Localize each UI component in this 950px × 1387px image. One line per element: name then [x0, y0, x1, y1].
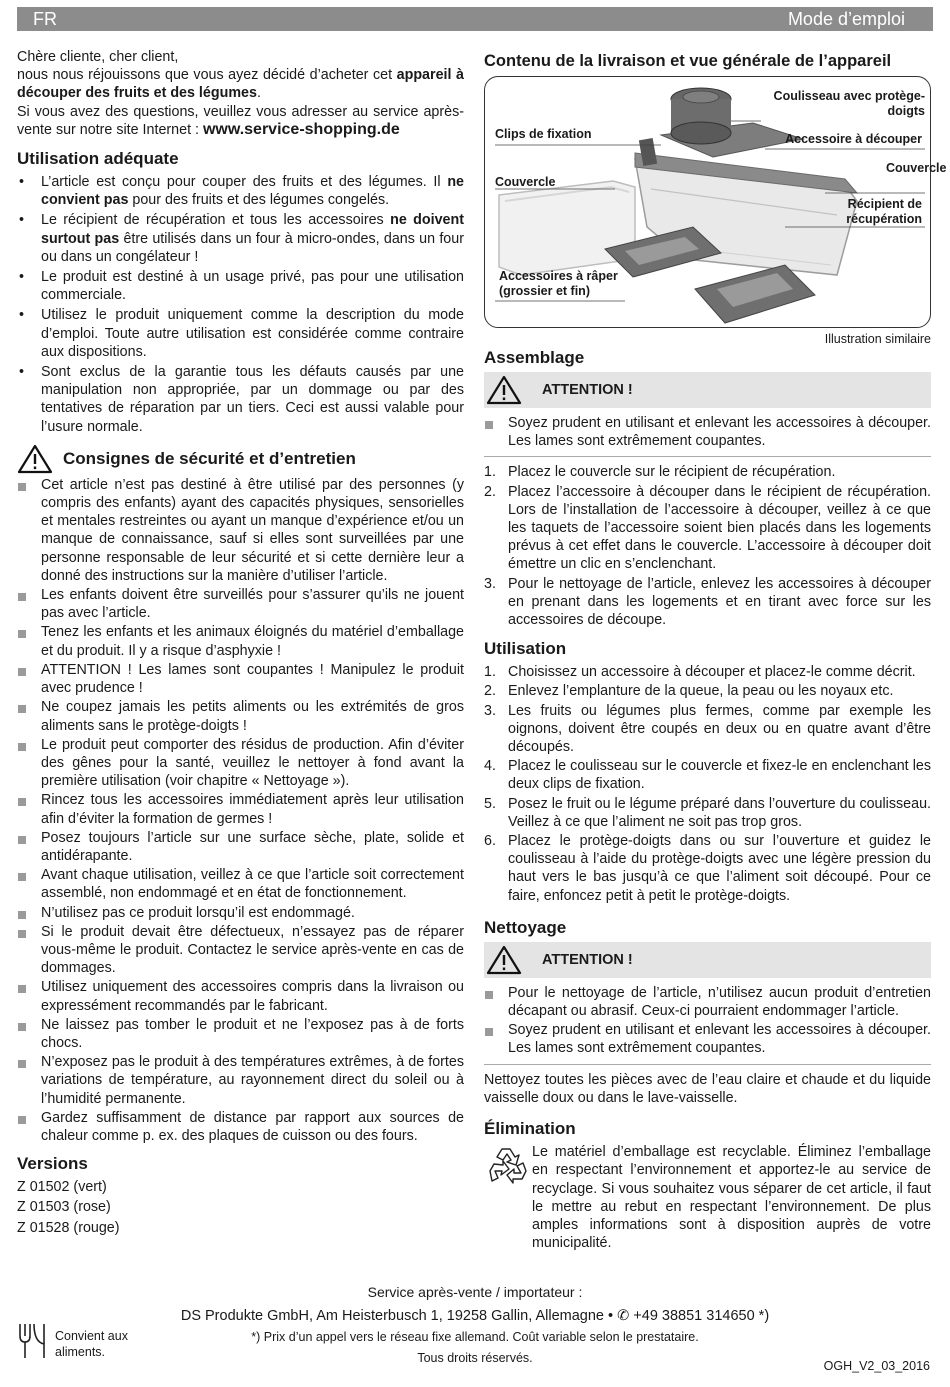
label-container: Récipient de récupération: [846, 197, 922, 226]
step-number: 2.: [484, 483, 496, 500]
label-lid-right: Couvercle: [886, 161, 947, 175]
list-item-text: N’exposez pas le produit à des températures extrêmes, à de fortes variations de température, au rayonnement direct du soleil ou à l’humidité permanente.: [41, 1054, 464, 1107]
product-name: appareil à découper des fruits et des légumes: [17, 67, 464, 102]
list-item-text: Les fruits ou légumes plus fermes, comme par exemple les oignons, doivent être coupés en deux ou en quatre avant d’être découpés.: [508, 702, 931, 756]
list-item-text: Posez le fruit ou le légume préparé dans l’ouverture du coulisseau. Veillez à ce que l’aliment ne soit pas trop gros.: [508, 795, 931, 830]
page-header: [17, 7, 933, 31]
assembly-steps: [484, 463, 931, 629]
label-cutter: Accessoire à découper: [785, 132, 922, 146]
greeting: Chère cliente, cher client,: [17, 49, 179, 65]
service-website-link[interactable]: www.service-shopping.de: [202, 120, 400, 138]
list-item-text: Ne laissez pas tomber le produit et ne l’exposez pas à de forts chocs.: [41, 1016, 464, 1051]
cleaning-heading: Nettoyage: [484, 917, 567, 937]
step-number: 3.: [484, 702, 496, 719]
illustration-caption: Illustration similaire: [824, 332, 931, 346]
list-item: [484, 702, 931, 757]
disposal-section: [484, 1143, 931, 1252]
list-item: [17, 1109, 464, 1145]
list-item-text: Placez le couvercle sur le récipient de récupération.: [508, 464, 836, 481]
list-item-text: Rincez tous les accessoires immédiatement après leur utilisation afin d’éviter la formation de germes !: [41, 792, 464, 827]
list-item-text: Posez toujours l’article sur une surface sèche, plate, solide et antidérapante.: [41, 829, 464, 864]
list-item: • Le produit est destiné à un usage privé, pas pour une utilisation commerciale.: [17, 268, 464, 304]
food-safe-icon: [17, 1322, 47, 1360]
list-item-text: ATTENTION ! Les lames sont coupantes ! Manipulez le produit avec prudence !: [41, 661, 464, 697]
label-lid-left: Couvercle: [495, 175, 556, 189]
recycle-icon: [484, 1145, 532, 1189]
usage-text: pour des fruits et des légumes congelés.: [128, 192, 390, 209]
step-number: 6.: [484, 833, 496, 850]
usage-text: L’article est conçu pour couper des fruits et des légumes. Il: [41, 174, 448, 191]
use-heading: Utilisation: [484, 639, 567, 659]
step-number: 5.: [484, 795, 496, 812]
list-item-text: Ne coupez jamais les petits aliments ou les extrémités de gros aliments sans le protège-doigts !: [41, 699, 464, 734]
list-item: [17, 698, 464, 734]
list-item: [17, 1053, 464, 1108]
step-number: 3.: [484, 575, 496, 592]
safety-heading: Consignes de sécurité et d’entretien: [63, 448, 356, 468]
list-item: [17, 173, 464, 209]
versions-heading: Versions: [17, 1154, 88, 1174]
left-column: [17, 48, 464, 1239]
service-title: Service après-vente / importateur :: [367, 1284, 583, 1300]
label-graters: Accessoires à râper (grossier et fin): [499, 269, 618, 298]
list-item-text: Placez le coulisseau sur le couvercle et fixez-le en enclenchant les deux clips de fixation.: [508, 758, 931, 793]
list-item: [484, 463, 931, 481]
list-item-text: Si le produit devait être défectueux, n’essayez pas de réparer vous-même le produit. Contactez le service après-vente en cas de dommages.: [41, 923, 464, 977]
food-safe-label: Convient aux aliments.: [55, 1329, 128, 1359]
language-code: FR: [33, 9, 57, 29]
list-item: • Sont exclus de la garantie tous les défauts causés par une manipulation non appropriée, par un dommage ou par des tentatives de réparation par un tiers. Ceci est aussi valable pour l’usure normale.: [17, 363, 464, 436]
list-item: [484, 575, 931, 630]
list-item: [17, 476, 464, 585]
list-item: [17, 661, 464, 697]
cleaning-attention-box: [484, 942, 931, 978]
assembly-heading: Assemblage: [484, 348, 585, 367]
step-number: 4.: [484, 758, 496, 775]
cleaning-list: [484, 984, 931, 1058]
usage-emphasis: ne doivent surtout pas: [41, 212, 464, 247]
list-item: [17, 623, 464, 659]
list-item: [484, 984, 931, 1020]
list-item: [484, 1021, 931, 1057]
step-number: 1.: [484, 664, 496, 681]
disposal-text: Le matériel d’emballage est recyclable. Éliminez l’emballage en respectant l’environnement et apportez-le au service de recyclage. Si vous souhaitez vous séparer de cet article, il faut le mettre au rebut en respectant l’environnement. De plus amples informations sont à disposition auprès de votre municipalité.: [532, 1144, 931, 1252]
intro-paragraph: [17, 66, 464, 102]
use-steps: [484, 663, 931, 905]
document-code: OGH_V2_03_2016: [823, 1359, 930, 1373]
list-item-text: Gardez suffisamment de distance par rapport aux sources de chaleur comme p. ex. des plaques de cuisson ou des fours.: [41, 1109, 464, 1144]
assembly-attention-box: [484, 372, 931, 408]
list-item: [484, 795, 931, 831]
label-clips: Clips de fixation: [495, 127, 592, 141]
list-item-text: Les enfants doivent être surveillés pour s’assurer qu’ils ne jouent pas avec l’article.: [41, 587, 464, 622]
versions-list: [17, 1178, 464, 1237]
right-column: [484, 50, 947, 1252]
list-item: [17, 866, 464, 902]
list-item-text: Placez le protège-doigts dans ou sur l’ouverture et guidez le coulisseau à l’aide du protège-doigts avec une légère pression du haut vers le bas jusqu’à ce que l’aliment soit découpé. Pour ce faire, enfoncez petit à petit le protège-doigts.: [508, 833, 931, 904]
list-item: [17, 586, 464, 622]
list-item-text: Le produit peut comporter des résidus de production. Afin d’éviter des gênes pour la santé, veuillez le nettoyer à fond avant la première utilisation (voir chapitre « Nettoyage »).: [41, 736, 464, 790]
disposal-heading: Élimination: [484, 1119, 576, 1139]
document-title: Mode d’emploi: [787, 9, 905, 29]
warning-icon: [486, 945, 522, 975]
list-item: [484, 682, 931, 700]
list-item: [17, 978, 464, 1014]
divider: [484, 456, 931, 457]
label-slider: Coulisseau avec protège-doigts: [773, 89, 925, 118]
divider: [484, 1064, 931, 1065]
list-item-text: Avant chaque utilisation, veillez à ce que l’article soit correctement assemblé, non endommagé et en état de fonctionnement.: [41, 867, 464, 902]
company-address: DS Produkte GmbH, Am Heisterbusch 1, 19258 Gallin, Allemagne • ✆ +49 38851 314650 *): [180, 1308, 770, 1324]
list-item-text: Pour le nettoyage de l’article, n’utilisez aucun produit d’entretien décapant ou abrasif. Ceux-ci pourraient endommager l’article.: [508, 984, 931, 1020]
usage-emphasis: ne convient pas: [41, 174, 464, 209]
product-illustration: [484, 76, 947, 328]
list-item: [17, 829, 464, 865]
contents-heading: Contenu de la livraison et vue générale de l’appareil: [484, 52, 892, 70]
list-item: [17, 923, 464, 978]
usage-text: être utilisés dans un four à micro-ondes, dans un four ou dans un congélateur !: [41, 230, 464, 265]
list-item-text: Soyez prudent en utilisant et enlevant les accessoires à découper. Les lames sont extrêmement coupantes.: [508, 1022, 931, 1057]
list-item: [17, 736, 464, 791]
attention-label: ATTENTION !: [542, 381, 633, 398]
service-paragraph: [17, 103, 464, 139]
warning-icon: [17, 444, 53, 474]
rights-reserved: Tous droits réservés.: [417, 1351, 533, 1365]
food-safe-badge: [17, 1322, 145, 1360]
list-item-text: Cet article n’est pas destiné à être utilisé par des personnes (y compris des enfants) ayant des capacités physiques, sensorielles et mentales restreintes ou ayant un manque d’expérience et/ou un manque de connaissance, sauf si elles sont surveillées par une personne responsable de leur sécurité et si cette dernière leur a donné des instructions sur la manière d’utiliser l’article.: [41, 476, 464, 584]
list-item: [484, 757, 931, 793]
service-text: Si vous avez des questions, veuillez vous adresser au service après-vente sur notre site Internet :: [17, 103, 464, 138]
version-item: Z 01528 (rouge): [17, 1219, 120, 1236]
list-item-text: Placez l’accessoire à découper dans le récipient de récupération. Lors de l’installation de l’accessoire à découper, veillez à ce que les taquets de l’accessoire soient bien placés dans les logements prévus à cet effet dans le couvercle. L’accessoire à découper doit émettre un clic en s’enclenchant.: [508, 483, 931, 573]
usage-text: Le récipient de récupération et tous les accessoires: [41, 212, 391, 229]
usage-list: [17, 173, 464, 436]
list-item: [484, 483, 931, 574]
list-item-text: Tenez les enfants et les animaux éloignés du matériel d’emballage et du produit. Il y a risque d’asphyxie !: [41, 624, 464, 659]
list-item: [484, 832, 931, 905]
list-item-text: Choisissez un accessoire à découper et placez-le comme décrit.: [508, 664, 916, 681]
list-item: [484, 663, 931, 681]
list-item-text: Utilisez uniquement des accessoires compris dans la livraison ou expressément recommandés par le fabricant.: [41, 979, 464, 1014]
attention-label: ATTENTION !: [542, 951, 633, 968]
intro-text-end: .: [256, 85, 261, 102]
usage-heading: Utilisation adéquate: [17, 149, 179, 169]
warning-icon: [486, 375, 522, 405]
list-item: [17, 211, 464, 266]
list-item: [17, 791, 464, 827]
list-item-text: Enlevez l’emplanture de la queue, la peau ou les noyaux etc.: [508, 683, 894, 700]
list-item-text: N’utilisez pas ce produit lorsqu’il est endommagé.: [41, 904, 355, 921]
version-item: Z 01502 (vert): [17, 1179, 107, 1196]
assembly-warning-list: [484, 414, 931, 450]
step-number: 1.: [484, 464, 496, 481]
list-item: Soyez prudent en utilisant et enlevant les accessoires à découper. Les lames sont extrêmement coupantes.: [484, 414, 931, 450]
cleaning-instructions: Nettoyez toutes les pièces avec de l’eau claire et chaude et du liquide vaisselle doux ou dans le lave-vaisselle.: [484, 1071, 931, 1106]
list-item: [17, 904, 464, 922]
version-item: Z 01503 (rose): [17, 1199, 111, 1216]
list-item-text: Pour le nettoyage de l’article, enlevez les accessoires à découper en prenant dans les logements et en tirant avec force sur les accessoires de découpe.: [508, 575, 931, 629]
call-cost-note: *) Prix d’un appel vers le réseau fixe allemand. Coût variable selon le prestataire.: [251, 1330, 699, 1344]
safety-list: [17, 476, 464, 1145]
step-number: 2.: [484, 683, 496, 700]
intro-text: nous nous réjouissons que vous ayez décidé d’acheter cet: [17, 67, 397, 84]
safety-heading-row: [17, 444, 464, 474]
list-item: [17, 1016, 464, 1052]
list-item: • Utilisez le produit uniquement comme la description du mode d’emploi. Toute autre utilisation est considérée comme contraire aux dispositions.: [17, 306, 464, 361]
